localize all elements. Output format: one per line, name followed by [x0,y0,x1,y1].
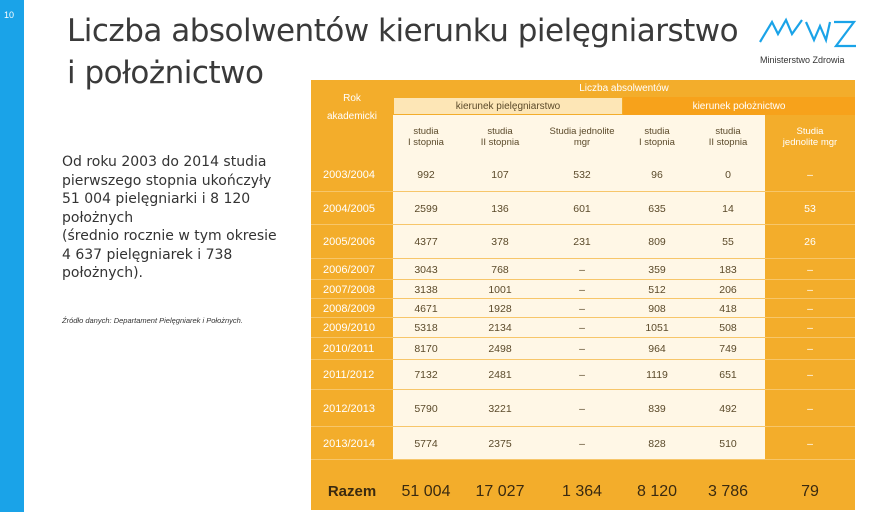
row-year: 2012/2013 [323,402,375,415]
subheader-line: I stopnia [639,136,675,148]
row-year: 2011/2012 [323,369,375,381]
subheader-line: mgr [573,136,591,148]
cell-value: 183 [719,263,737,276]
cell-value: – [807,322,813,334]
subheader-line: I stopnia [408,136,444,148]
cell-value: 14 [722,202,734,215]
cell-value: 107 [491,169,509,181]
cell-value: 2375 [488,437,512,450]
side-accent-bar [0,0,24,512]
cell-value: 510 [719,437,737,450]
total-label: Razem [327,483,377,500]
cell-value: 1119 [646,369,668,381]
title-line-2: i położnictwo [67,55,264,91]
graduates-table [311,80,855,510]
row-year: 2006/2007 [323,263,375,276]
cell-value: – [807,402,813,415]
cell-value: 2134 [488,322,512,334]
cell-value: 5318 [414,322,438,334]
summary-line: 51 004 pielęgniarki i 8 120 [62,191,251,207]
cell-value: 651 [719,369,737,381]
cell-value: – [579,369,585,381]
subheader-line: studia [644,125,670,137]
cell-value: 908 [648,302,666,315]
summary-line: 4 637 pielęgniarek i 738 [62,246,233,263]
summary-line: (średnio rocznie w tym okresie [62,228,277,244]
cell-value: – [579,302,585,315]
cell-value: 5790 [414,402,438,415]
cell-value: 512 [648,283,666,296]
row-year: 2009/2010 [323,322,375,334]
cell-value: 1051 [645,322,669,334]
total-value: 3 786 [707,482,749,500]
cell-value: – [807,369,813,381]
subheader-line: II stopnia [708,136,748,148]
cell-value: 5774 [414,437,438,450]
cell-value: – [579,283,585,296]
subheader-3 [541,115,623,158]
total-value: 8 120 [636,482,678,500]
total-value: 51 004 [401,482,451,500]
cell-value: 635 [648,202,666,215]
subheader-2 [459,115,541,158]
group-nursing: kierunek pielęgniarstwo [393,97,623,115]
cell-value: 53 [804,202,816,215]
row-year: 2013/2014 [323,437,375,450]
cell-value: 55 [722,236,734,248]
cell-value: – [807,437,813,450]
cell-value: 7132 [414,369,438,381]
cell-value: 601 [573,202,591,215]
cell-value: 492 [719,402,737,415]
cell-value: 0 [725,169,731,181]
summary-line: pierwszego stopnia ukończyły [62,172,272,189]
row-separator [311,459,855,460]
cell-value: 992 [417,169,435,181]
subheader-line: studia [715,125,741,137]
subheader-line: Studia [796,125,824,137]
cell-value: 136 [491,202,509,215]
summary-line: położnych). [62,265,143,281]
header-year-line: Rok [343,93,361,104]
subheader-1 [393,115,459,158]
cell-value: – [807,302,813,315]
summary-line: położnych [62,209,134,226]
row-year: 2008/2009 [323,302,375,315]
cell-value: – [807,343,813,355]
cell-value: 749 [719,343,737,355]
cell-value: – [579,343,585,355]
cell-value: 532 [573,169,591,181]
cell-value: 964 [648,343,666,355]
cell-value: – [807,283,813,296]
header-main: Liczba absolwentów [579,83,669,94]
cell-value: 1928 [488,302,512,315]
cell-value: 839 [648,402,666,415]
cell-value: – [807,263,813,276]
cell-value: 2599 [414,202,438,215]
group-midwifery: kierunek położnictwo [623,97,855,115]
cell-value: 96 [651,169,663,181]
subheader-line: jednolite mgr [782,136,838,148]
cell-value: 2481 [488,369,512,381]
total-value: 1 364 [561,482,603,500]
row-year: 2010/2011 [323,343,375,355]
cell-value: 3138 [414,283,438,296]
subheader-6 [765,115,855,158]
cell-value: 231 [573,236,591,248]
cell-value: 828 [648,437,666,450]
cell-value: 3221 [488,402,512,415]
cell-value: 4671 [414,302,438,315]
cell-value: – [579,263,585,276]
summary-text [62,153,302,283]
logo-text: Ministerstwo Zdrowia [760,55,845,65]
subheader-line: studia [413,125,439,137]
source-note: Źródło danych: Departament Pielęgniarek i Położnych. [62,316,243,325]
cell-value: 1001 [488,283,512,296]
cell-value: 8170 [414,343,438,355]
cell-value: – [579,322,585,334]
header-year-line: akademicki [326,111,378,122]
page-number: 10 [4,10,15,20]
cell-value: 508 [719,322,737,334]
row-year: 2004/2005 [323,202,375,215]
subheader-line: studia [487,125,513,137]
cell-value: 2498 [488,343,512,355]
subheader-line: II stopnia [480,136,520,148]
cell-value: – [807,169,813,181]
total-value: 17 027 [475,482,525,500]
cell-value: 206 [719,283,737,296]
cell-value: 768 [491,263,509,276]
header-year [311,88,393,128]
cell-value: 809 [648,236,666,248]
cell-value: – [579,402,585,415]
subheader-line: Studia jednolite [549,125,615,137]
row-year: 2005/2006 [323,236,375,248]
title-line-1: Liczba absolwentów kierunku pielęgniarstwo [67,13,739,49]
row-year: 2007/2008 [323,283,375,296]
cell-value: 4377 [414,236,438,248]
cell-value: 3043 [414,263,438,276]
summary-line: Od roku 2003 do 2014 studia [62,154,267,170]
subheader-4 [623,115,691,158]
cell-value: – [579,437,585,450]
total-value: 79 [801,482,819,500]
cell-value: 26 [804,236,816,248]
cell-value: 418 [719,302,737,315]
subheader-5 [691,115,765,158]
row-year: 2003/2004 [323,169,375,181]
cell-value: 359 [648,263,666,276]
cell-value: 378 [491,236,509,248]
